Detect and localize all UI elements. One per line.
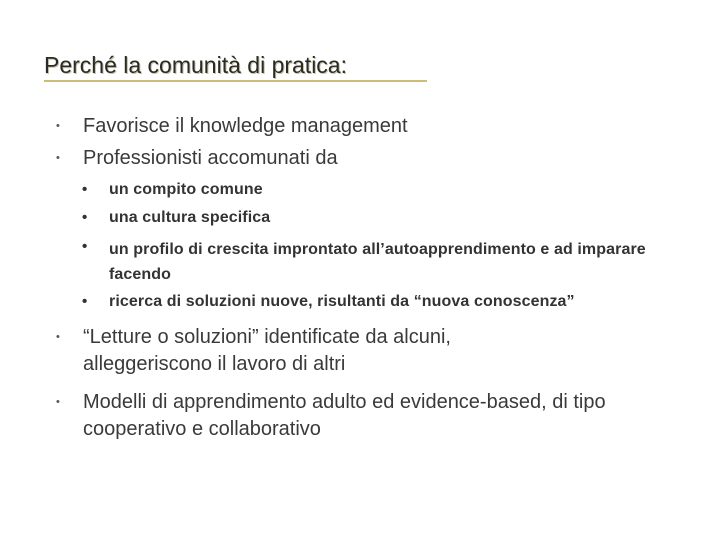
- subbullet-text: ricerca di soluzioni nuove, risultanti da “nuova conoscenza”: [109, 293, 575, 310]
- subbullet-text: una cultura specifica: [109, 209, 271, 226]
- bullet-dot: •: [56, 331, 60, 343]
- bullet-dot: •: [82, 293, 88, 310]
- subbullet-text: un compito comune: [109, 181, 263, 198]
- bullet-text: Modelli di apprendimento adulto ed evidence-based, di tipo cooperativo e collaborativo: [83, 391, 606, 440]
- bullet-text: Professionisti accomunati da: [83, 147, 338, 169]
- title-underline: [44, 80, 427, 82]
- slide-title: Perché la comunità di pratica:: [44, 52, 347, 78]
- bullet-text: Favorisce il knowledge management: [83, 115, 408, 137]
- bullet-dot: •: [56, 152, 60, 164]
- bullet-text: “Letture o soluzioni” identificate da alcuni, alleggeriscono il lavoro di altri: [83, 326, 451, 375]
- bullet-dot: •: [56, 120, 60, 132]
- subbullet-text: un profilo di crescita improntato all’autoapprendimento e ad imparare facendo: [109, 241, 646, 283]
- bullet-dot: •: [82, 181, 88, 198]
- bullet-dot: •: [82, 209, 88, 226]
- bullet-dot: •: [56, 396, 60, 408]
- bullet-dot: •: [82, 238, 88, 255]
